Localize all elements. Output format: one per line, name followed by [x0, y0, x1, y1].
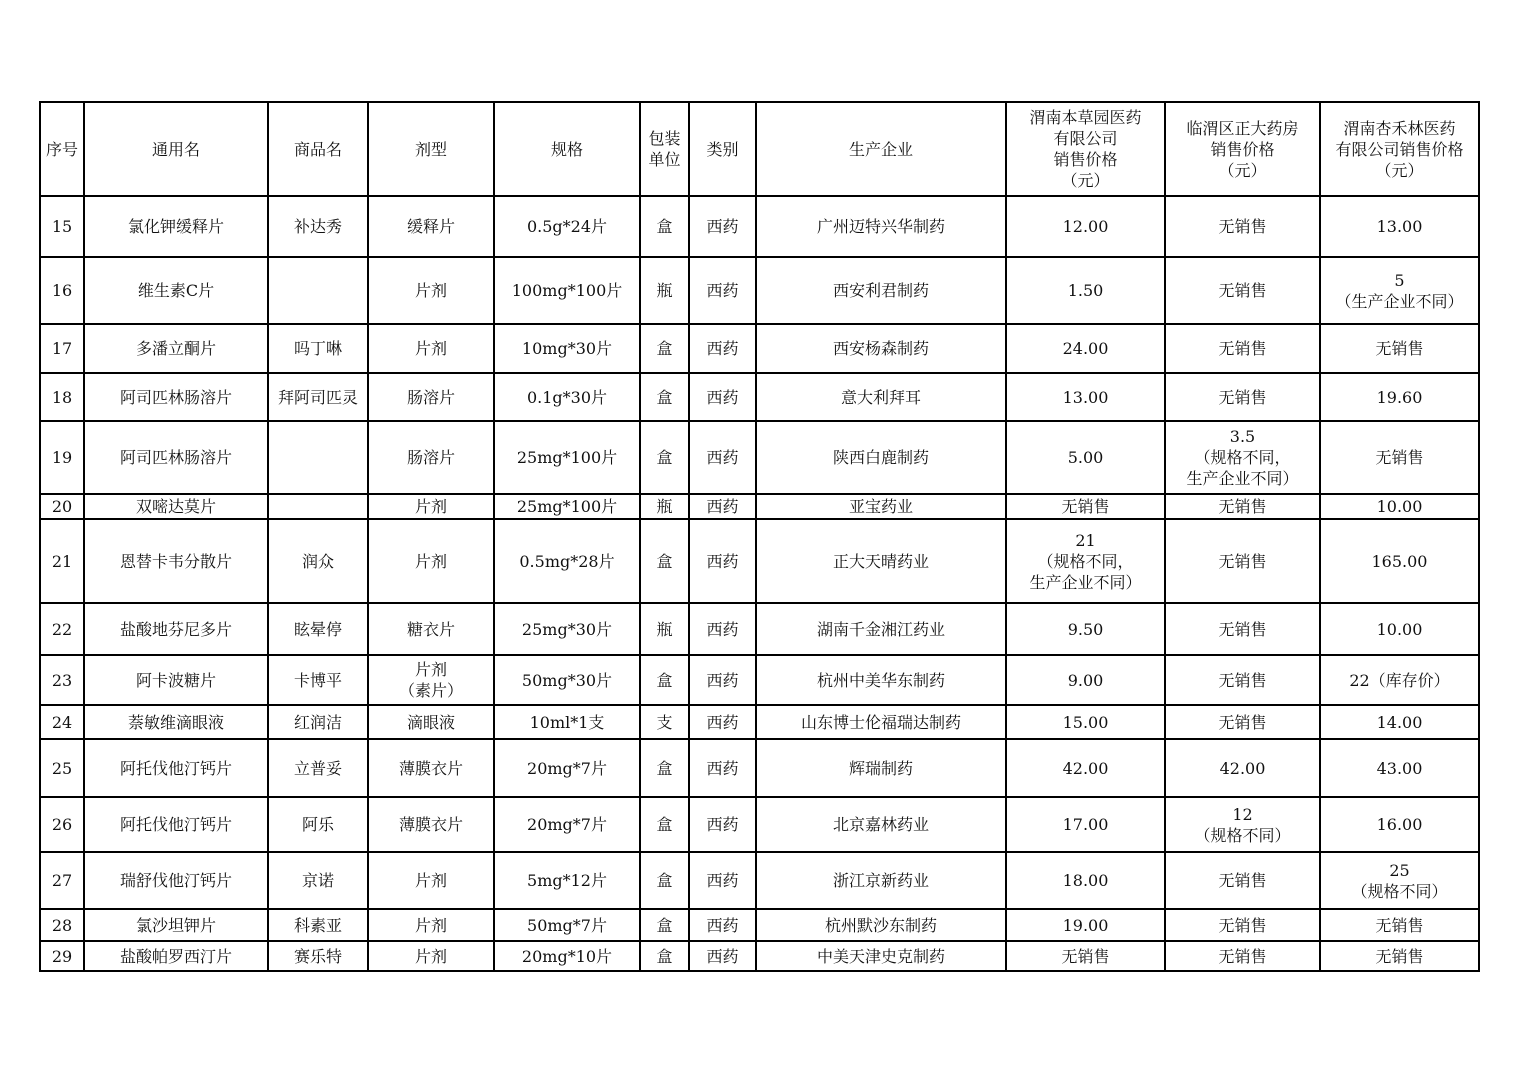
cell-price-bencaoyuan: 42.00: [1006, 739, 1165, 797]
cell-brand-name: [268, 494, 368, 519]
cell-price-xinghelin: 10.00: [1320, 603, 1479, 655]
cell-generic-name: 盐酸帕罗西汀片: [84, 941, 268, 971]
table-row: [40, 494, 1479, 519]
cell-dosage-form: 缓释片: [368, 196, 494, 257]
cell-manufacturer: 西安杨森制药: [756, 324, 1006, 373]
cell-price-zhengda: 无销售: [1165, 257, 1320, 324]
cell-brand-name: 补达秀: [268, 196, 368, 257]
cell-price-zhengda: 3.5 （规格不同， 生产企业不同）: [1165, 421, 1320, 494]
cell-price-xinghelin: 无销售: [1320, 324, 1479, 373]
cell-category: 西药: [689, 603, 756, 655]
cell-brand-name: 科素亚: [268, 909, 368, 941]
cell-dosage-form: 片剂: [368, 494, 494, 519]
cell-price-bencaoyuan: 5.00: [1006, 421, 1165, 494]
cell-manufacturer: 亚宝药业: [756, 494, 1006, 519]
cell-price-xinghelin: 22（库存价）: [1320, 655, 1479, 705]
col-header-manufacturer: 生产企业: [756, 102, 1006, 196]
cell-brand-name: 红润洁: [268, 705, 368, 739]
cell-manufacturer: 西安利君制药: [756, 257, 1006, 324]
cell-package-unit: 瓶: [640, 494, 689, 519]
cell-specification: 10mg*30片: [494, 324, 640, 373]
cell-dosage-form: 片剂: [368, 941, 494, 971]
cell-dosage-form: 片剂: [368, 852, 494, 909]
cell-index: 24: [40, 705, 84, 739]
cell-brand-name: 眩晕停: [268, 603, 368, 655]
price-table: [39, 101, 1480, 972]
cell-manufacturer: 中美天津史克制药: [756, 941, 1006, 971]
cell-generic-name: 盐酸地芬尼多片: [84, 603, 268, 655]
table-row: [40, 655, 1479, 705]
cell-brand-name: 京诺: [268, 852, 368, 909]
cell-package-unit: 瓶: [640, 257, 689, 324]
cell-index: 15: [40, 196, 84, 257]
cell-package-unit: 盒: [640, 519, 689, 603]
table-row: [40, 603, 1479, 655]
cell-specification: 25mg*100片: [494, 494, 640, 519]
cell-price-zhengda: 无销售: [1165, 494, 1320, 519]
cell-price-bencaoyuan: 无销售: [1006, 494, 1165, 519]
cell-brand-name: 立普妥: [268, 739, 368, 797]
table-row: [40, 852, 1479, 909]
cell-index: 22: [40, 603, 84, 655]
cell-package-unit: 盒: [640, 941, 689, 971]
cell-package-unit: 盒: [640, 324, 689, 373]
cell-category: 西药: [689, 705, 756, 739]
cell-generic-name: 萘敏维滴眼液: [84, 705, 268, 739]
cell-price-zhengda: 12 （规格不同）: [1165, 797, 1320, 852]
cell-price-xinghelin: 16.00: [1320, 797, 1479, 852]
cell-brand-name: [268, 421, 368, 494]
col-header-specification: 规格: [494, 102, 640, 196]
cell-price-zhengda: 无销售: [1165, 852, 1320, 909]
cell-specification: 0.5mg*28片: [494, 519, 640, 603]
cell-generic-name: 阿卡波糖片: [84, 655, 268, 705]
cell-price-bencaoyuan: 24.00: [1006, 324, 1165, 373]
cell-price-xinghelin: 14.00: [1320, 705, 1479, 739]
cell-manufacturer: 山东博士伦福瑞达制药: [756, 705, 1006, 739]
cell-dosage-form: 片剂: [368, 324, 494, 373]
table-row: [40, 373, 1479, 421]
cell-brand-name: 吗丁啉: [268, 324, 368, 373]
cell-brand-name: 润众: [268, 519, 368, 603]
cell-generic-name: 阿托伐他汀钙片: [84, 739, 268, 797]
cell-manufacturer: 正大天晴药业: [756, 519, 1006, 603]
cell-price-xinghelin: 无销售: [1320, 941, 1479, 971]
price-comparison-sheet: [39, 101, 1480, 972]
cell-package-unit: 盒: [640, 852, 689, 909]
cell-package-unit: 瓶: [640, 603, 689, 655]
table-row: [40, 941, 1479, 971]
cell-category: 西药: [689, 257, 756, 324]
cell-manufacturer: 辉瑞制药: [756, 739, 1006, 797]
table-row: [40, 797, 1479, 852]
cell-price-bencaoyuan: 18.00: [1006, 852, 1165, 909]
cell-price-xinghelin: 10.00: [1320, 494, 1479, 519]
cell-specification: 10ml*1支: [494, 705, 640, 739]
cell-price-zhengda: 无销售: [1165, 324, 1320, 373]
cell-category: 西药: [689, 797, 756, 852]
cell-dosage-form: 片剂 （素片）: [368, 655, 494, 705]
cell-generic-name: 瑞舒伐他汀钙片: [84, 852, 268, 909]
cell-index: 25: [40, 739, 84, 797]
cell-index: 17: [40, 324, 84, 373]
cell-manufacturer: 杭州中美华东制药: [756, 655, 1006, 705]
cell-generic-name: 维生素C片: [84, 257, 268, 324]
cell-specification: 50mg*30片: [494, 655, 640, 705]
cell-dosage-form: 薄膜衣片: [368, 739, 494, 797]
cell-index: 28: [40, 909, 84, 941]
cell-specification: 5mg*12片: [494, 852, 640, 909]
cell-manufacturer: 意大利拜耳: [756, 373, 1006, 421]
cell-price-bencaoyuan: 17.00: [1006, 797, 1165, 852]
cell-dosage-form: 糖衣片: [368, 603, 494, 655]
cell-specification: 0.1g*30片: [494, 373, 640, 421]
cell-brand-name: [268, 257, 368, 324]
cell-price-bencaoyuan: 12.00: [1006, 196, 1165, 257]
cell-price-xinghelin: 25 （规格不同）: [1320, 852, 1479, 909]
col-header-generic-name: 通用名: [84, 102, 268, 196]
cell-price-bencaoyuan: 无销售: [1006, 941, 1165, 971]
col-header-category: 类别: [689, 102, 756, 196]
cell-specification: 25mg*100片: [494, 421, 640, 494]
cell-package-unit: 支: [640, 705, 689, 739]
cell-index: 18: [40, 373, 84, 421]
table-row: [40, 739, 1479, 797]
cell-price-bencaoyuan: 9.50: [1006, 603, 1165, 655]
col-header-price-zhengda: 临渭区正大药房 销售价格 （元）: [1165, 102, 1320, 196]
table-row: [40, 196, 1479, 257]
cell-price-bencaoyuan: 1.50: [1006, 257, 1165, 324]
cell-index: 23: [40, 655, 84, 705]
cell-specification: 20mg*10片: [494, 941, 640, 971]
cell-price-zhengda: 无销售: [1165, 655, 1320, 705]
cell-manufacturer: 浙江京新药业: [756, 852, 1006, 909]
col-header-price-bencaoyuan: 渭南本草园医药 有限公司 销售价格 （元）: [1006, 102, 1165, 196]
cell-category: 西药: [689, 655, 756, 705]
cell-dosage-form: 肠溶片: [368, 421, 494, 494]
cell-specification: 20mg*7片: [494, 739, 640, 797]
cell-package-unit: 盒: [640, 739, 689, 797]
cell-index: 16: [40, 257, 84, 324]
cell-package-unit: 盒: [640, 797, 689, 852]
cell-price-bencaoyuan: 15.00: [1006, 705, 1165, 739]
cell-generic-name: 阿司匹林肠溶片: [84, 421, 268, 494]
table-row: [40, 257, 1479, 324]
cell-price-zhengda: 无销售: [1165, 196, 1320, 257]
cell-manufacturer: 陕西白鹿制药: [756, 421, 1006, 494]
cell-category: 西药: [689, 196, 756, 257]
col-header-index: 序号: [40, 102, 84, 196]
table-row: [40, 421, 1479, 494]
cell-price-bencaoyuan: 21 （规格不同， 生产企业不同）: [1006, 519, 1165, 603]
cell-generic-name: 氯化钾缓释片: [84, 196, 268, 257]
cell-generic-name: 阿托伐他汀钙片: [84, 797, 268, 852]
col-header-package-unit: 包装 单位: [640, 102, 689, 196]
cell-index: 20: [40, 494, 84, 519]
cell-category: 西药: [689, 852, 756, 909]
cell-brand-name: 阿乐: [268, 797, 368, 852]
cell-dosage-form: 滴眼液: [368, 705, 494, 739]
cell-manufacturer: 杭州默沙东制药: [756, 909, 1006, 941]
cell-price-zhengda: 42.00: [1165, 739, 1320, 797]
cell-brand-name: 拜阿司匹灵: [268, 373, 368, 421]
cell-package-unit: 盒: [640, 655, 689, 705]
cell-category: 西药: [689, 739, 756, 797]
cell-package-unit: 盒: [640, 909, 689, 941]
cell-index: 19: [40, 421, 84, 494]
table-row: [40, 324, 1479, 373]
cell-package-unit: 盒: [640, 373, 689, 421]
cell-manufacturer: 广州迈特兴华制药: [756, 196, 1006, 257]
col-header-dosage-form: 剂型: [368, 102, 494, 196]
cell-index: 29: [40, 941, 84, 971]
cell-category: 西药: [689, 324, 756, 373]
cell-price-zhengda: 无销售: [1165, 373, 1320, 421]
cell-specification: 20mg*7片: [494, 797, 640, 852]
cell-index: 27: [40, 852, 84, 909]
cell-dosage-form: 片剂: [368, 257, 494, 324]
cell-price-zhengda: 无销售: [1165, 603, 1320, 655]
col-header-brand-name: 商品名: [268, 102, 368, 196]
cell-dosage-form: 肠溶片: [368, 373, 494, 421]
cell-manufacturer: 湖南千金湘江药业: [756, 603, 1006, 655]
cell-brand-name: 卡博平: [268, 655, 368, 705]
cell-brand-name: 赛乐特: [268, 941, 368, 971]
cell-price-xinghelin: 165.00: [1320, 519, 1479, 603]
cell-generic-name: 多潘立酮片: [84, 324, 268, 373]
cell-package-unit: 盒: [640, 421, 689, 494]
cell-index: 26: [40, 797, 84, 852]
cell-price-xinghelin: 43.00: [1320, 739, 1479, 797]
cell-specification: 0.5g*24片: [494, 196, 640, 257]
cell-category: 西药: [689, 494, 756, 519]
cell-dosage-form: 薄膜衣片: [368, 797, 494, 852]
cell-price-xinghelin: 13.00: [1320, 196, 1479, 257]
table-row: [40, 519, 1479, 603]
cell-price-bencaoyuan: 13.00: [1006, 373, 1165, 421]
cell-price-xinghelin: 无销售: [1320, 909, 1479, 941]
cell-price-xinghelin: 5 （生产企业不同）: [1320, 257, 1479, 324]
header-row: [40, 102, 1479, 196]
cell-dosage-form: 片剂: [368, 519, 494, 603]
cell-specification: 100mg*100片: [494, 257, 640, 324]
cell-price-zhengda: 无销售: [1165, 941, 1320, 971]
cell-generic-name: 氯沙坦钾片: [84, 909, 268, 941]
cell-generic-name: 阿司匹林肠溶片: [84, 373, 268, 421]
cell-price-zhengda: 无销售: [1165, 705, 1320, 739]
cell-category: 西药: [689, 373, 756, 421]
cell-price-xinghelin: 无销售: [1320, 421, 1479, 494]
cell-category: 西药: [689, 909, 756, 941]
cell-price-zhengda: 无销售: [1165, 519, 1320, 603]
cell-price-bencaoyuan: 19.00: [1006, 909, 1165, 941]
cell-dosage-form: 片剂: [368, 909, 494, 941]
cell-price-zhengda: 无销售: [1165, 909, 1320, 941]
cell-category: 西药: [689, 941, 756, 971]
table-row: [40, 909, 1479, 941]
cell-generic-name: 恩替卡韦分散片: [84, 519, 268, 603]
cell-manufacturer: 北京嘉林药业: [756, 797, 1006, 852]
cell-index: 21: [40, 519, 84, 603]
cell-category: 西药: [689, 519, 756, 603]
cell-price-bencaoyuan: 9.00: [1006, 655, 1165, 705]
table-row: [40, 705, 1479, 739]
cell-specification: 25mg*30片: [494, 603, 640, 655]
cell-category: 西药: [689, 421, 756, 494]
cell-package-unit: 盒: [640, 196, 689, 257]
cell-specification: 50mg*7片: [494, 909, 640, 941]
col-header-price-xinghelin: 渭南杏禾林医药 有限公司销售价格 （元）: [1320, 102, 1479, 196]
cell-price-xinghelin: 19.60: [1320, 373, 1479, 421]
cell-generic-name: 双嘧达莫片: [84, 494, 268, 519]
